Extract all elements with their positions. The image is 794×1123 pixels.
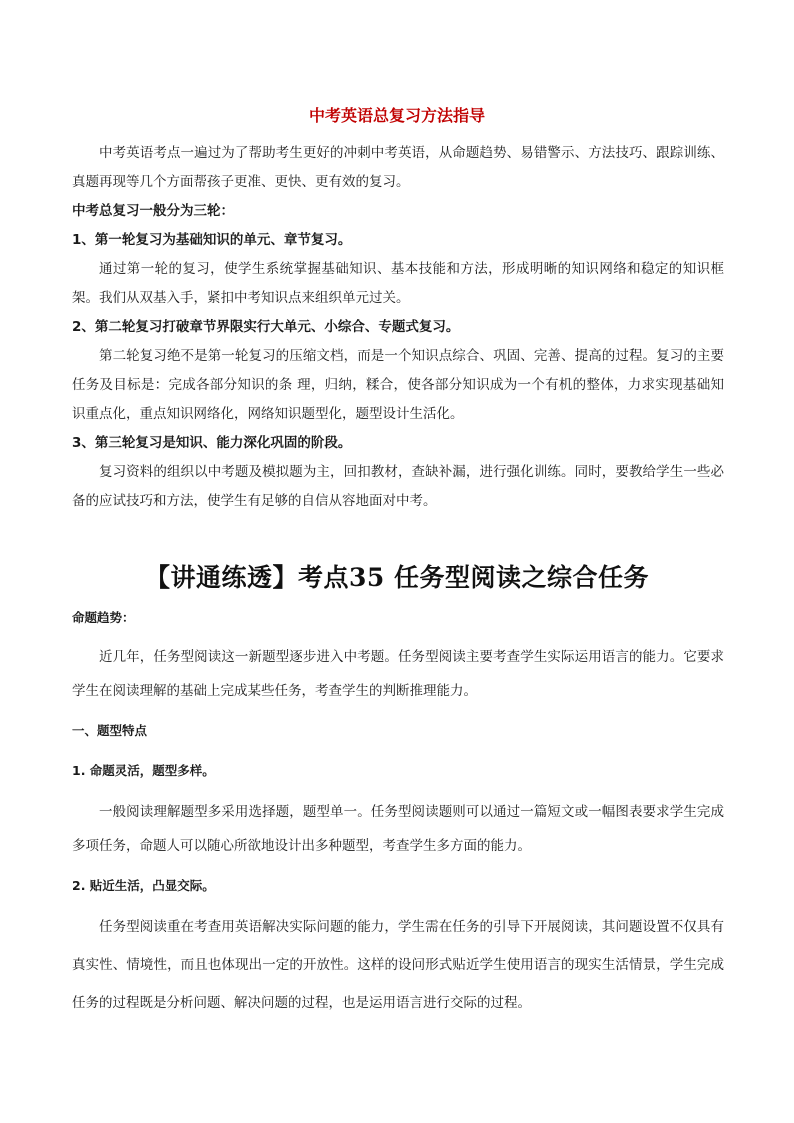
overview-heading: 中考总复习一般分为三轮： (72, 203, 234, 219)
features-heading: 一、题型特点 (72, 723, 148, 738)
section-title: 【讲通练透】考点35 任务型阅读之综合任务 (145, 563, 649, 592)
trend-paragraph: 近几年，任务型阅读这一新题型逐步进入中考题。任务型阅读主要考查学生实际运用语言的能力。它要求学生在阅读理解的基础上完成某些任务，考查学生的判断推理能力。 (72, 649, 724, 699)
trend-label: 命题趋势： (72, 610, 135, 625)
doc-title: 中考英语总复习方法指导 (308, 106, 485, 125)
feature-2-body: 任务型阅读重在考查用英语解决实际问题的能力，学生需在任务的引导下开展阅读，其问题设置不仅具有真实性、情境性，而且也体现出一定的开放性。这样的设问形式贴近学生使用语言的现实生活情景，学生完成任务的过程既是分析问题、解决问题的过程，也是运用语言进行交际的过程。 (72, 919, 724, 1011)
intro-paragraph: 中考英语考点一遍过为了帮助考生更好的冲刺中考英语，从命题趋势、易错警示、方法技巧、跟踪训练、真题再现等几个方面帮孩子更准、更快、更有效的复习。 (72, 145, 724, 190)
feature-1-heading: 1. 命题灵活，题型多样。 (72, 763, 215, 778)
round-3-heading: 3、第三轮复习是知识、能力深化巩固的阶段。 (72, 435, 352, 451)
round-1-heading: 1、第一轮复习为基础知识的单元、章节复习。 (72, 232, 352, 248)
round-2-body: 第二轮复习绝不是第一轮复习的压缩文档，而是一个知识点综合、巩固、完善、提高的过程。复习的主要任务及目标是：完成各部分知识的条 理，归纳，糅合，使各部分知识成为一个有机的整体，力求实现基础知识重点化，重点知识网络化，网络知识题型化，题型设计生活化。 (72, 348, 724, 422)
round-1-body: 通过第一轮的复习，使学生系统掌握基础知识、基本技能和方法，形成明晰的知识网络和稳定的知识框架。我们从双基入手，紧扣中考知识点来组织单元过关。 (72, 261, 724, 306)
feature-1-body: 一般阅读理解题型多采用选择题，题型单一。任务型阅读题则可以通过一篇短文或一幅图表要求学生完成多项任务，命题人可以随心所欲地设计出多种题型，考查学生多方面的能力。 (72, 804, 724, 854)
round-3-body: 复习资料的组织以中考题及模拟题为主，回扣教材，查缺补漏，进行强化训练。同时，要教给学生一些必备的应试技巧和方法，使学生有足够的自信从容地面对中考。 (72, 464, 724, 509)
round-2-heading: 2、第二轮复习打破章节界限实行大单元、小综合、专题式复习。 (72, 319, 460, 335)
feature-2-heading: 2. 贴近生活，凸显交际。 (72, 878, 215, 893)
